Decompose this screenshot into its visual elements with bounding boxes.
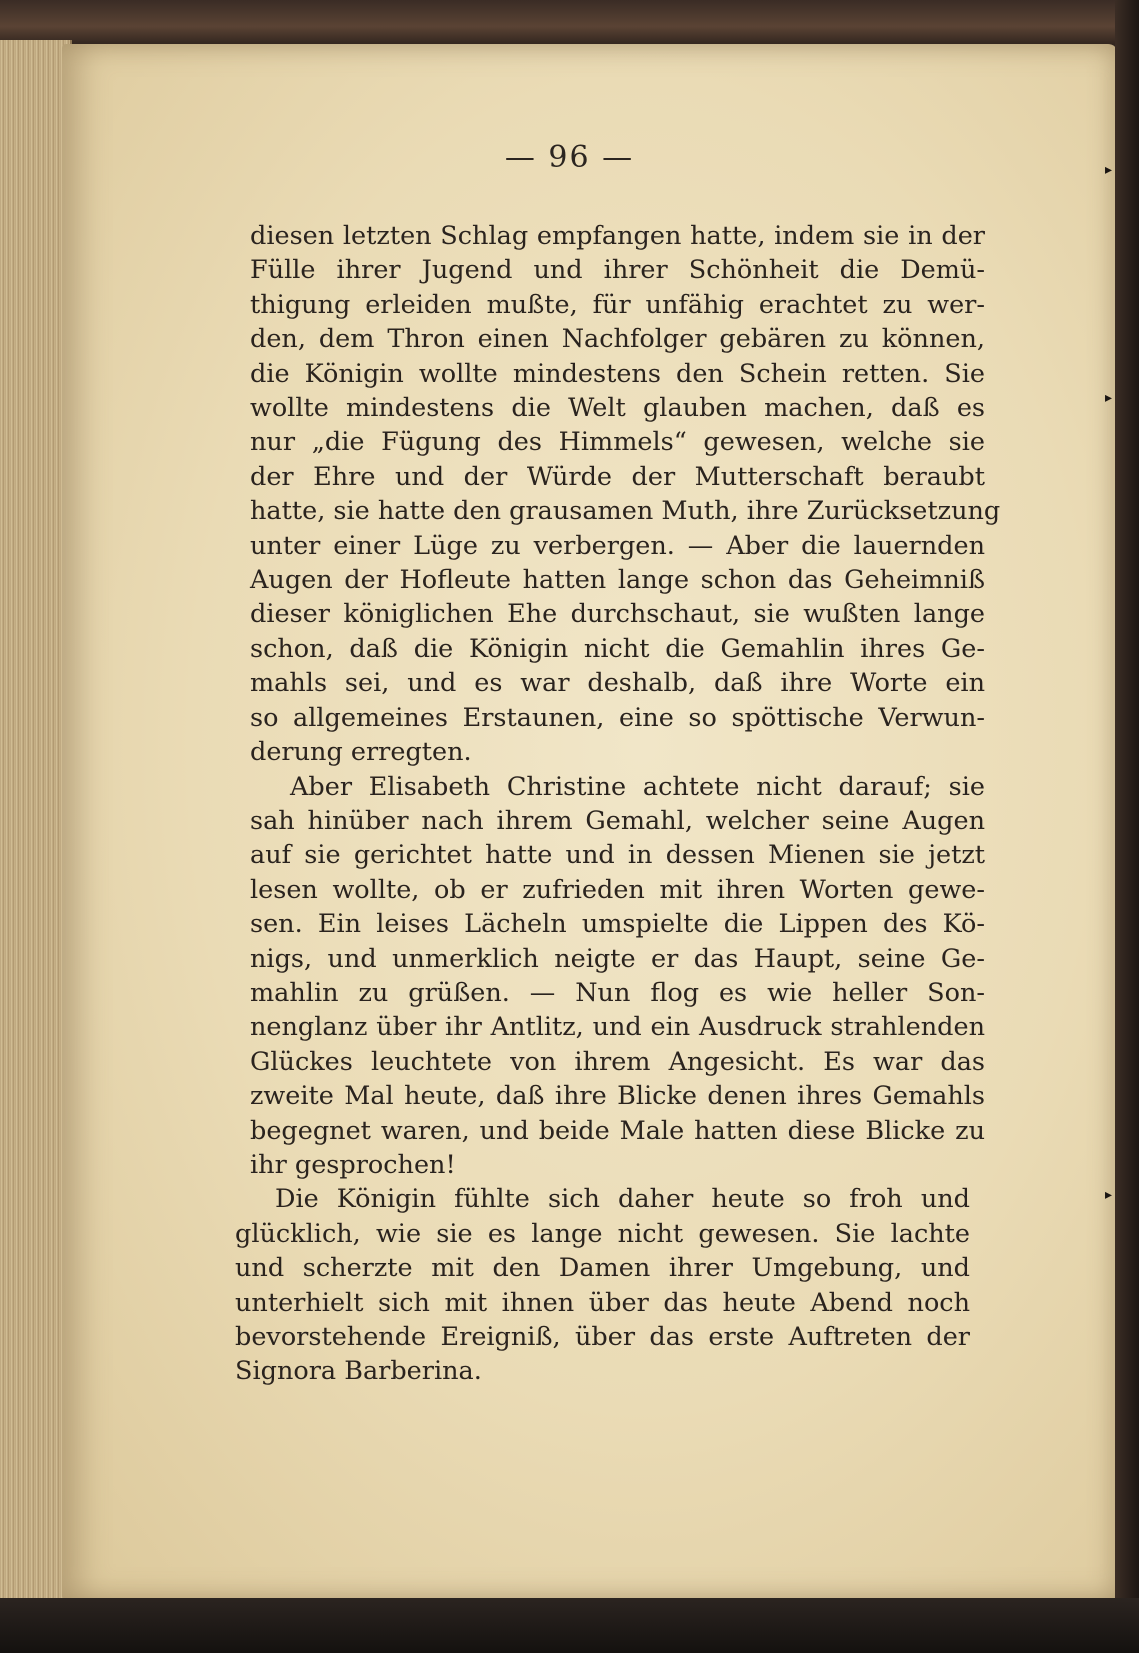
text-line: der Ehre und der Würde der Mutterschaft beraubt [250, 461, 985, 492]
text-line: den, dem Thron einen Nachfolger gebären zu können, [250, 324, 985, 355]
page-body [235, 219, 1010, 1389]
book-cover-top [0, 0, 1139, 48]
paragraph-2 [250, 770, 1010, 1183]
edge-mark-icon: ▸ [1105, 390, 1113, 406]
text-line: Fülle ihrer Jugend und ihrer Schönheit die Demü- [250, 255, 985, 286]
paragraph-1 [250, 219, 1010, 770]
text-line: sah hinüber nach ihrem Gemahl, welcher seine Augen [250, 805, 985, 836]
text-line: so allgemeines Erstaunen, eine so spöttische Verwun- [250, 702, 985, 733]
text-line: dieser königlichen Ehe durchschaut, sie wußten lange [250, 599, 985, 630]
book-cover-right [1115, 0, 1139, 1653]
text-line: die Königin wollte mindestens den Schein retten. Sie [250, 358, 985, 389]
text-line: thigung erleiden mußte, für unfähig erachtet zu wer- [250, 289, 985, 320]
text-line: nenglanz über ihr Antlitz, und ein Ausdruck strahlenden [250, 1012, 985, 1043]
text-line: diesen letzten Schlag empfangen hatte, indem sie in der [250, 221, 985, 251]
text-line: mahls sei, und es war deshalb, daß ihre Worte ein [250, 668, 985, 699]
paragraph-3 [235, 1182, 1010, 1388]
edge-mark-icon: ▸ [1105, 162, 1113, 178]
text-line: Glückes leuchtete von ihrem Angesicht. Es war das [250, 1046, 985, 1077]
text-line: lesen wollte, ob er zufrieden mit ihren Worten gewe- [250, 874, 985, 905]
text-line: zweite Mal heute, daß ihre Blicke denen ihres Gemahls [250, 1081, 985, 1112]
text-line: begegnet waren, und beide Male hatten diese Blicke zu [250, 1115, 985, 1146]
text-line: Augen der Hofleute hatten lange schon das Geheimniß [250, 565, 985, 596]
text-line: nur „die Fügung des Himmels“ gewesen, welche sie [250, 427, 985, 458]
text-line: ihr gesprochen! [250, 1149, 456, 1180]
text-line: sen. Ein leises Lächeln umspielte die Lippen des Kö- [250, 909, 985, 940]
text-line: unterhielt sich mit ihnen über das heute Abend noch [235, 1287, 970, 1318]
page-number-header: — 96 — [504, 140, 635, 175]
text-line: derung erregten. [250, 737, 472, 768]
text-line: bevorstehende Ereigniß, über das erste Auftreten der [235, 1322, 970, 1352]
text-line: mahlin zu grüßen. — Nun flog es wie heller Son- [250, 977, 985, 1008]
text-line: Signora Barberina. [235, 1356, 482, 1387]
text-line: Aber Elisabeth Christine achtete nicht darauf; sie [290, 771, 985, 802]
book-cover-bottom [0, 1598, 1139, 1653]
text-line: unter einer Lüge zu verbergen. — Aber die lauernden [250, 530, 985, 561]
text-line: und scherzte mit den Damen ihrer Umgebung, und [235, 1253, 970, 1284]
text-line: glücklich, wie sie es lange nicht gewesen. Sie lachte [235, 1218, 970, 1249]
text-line: nigs, und unmerklich neigte er das Haupt, seine Ge- [250, 943, 985, 974]
text-line: wollte mindestens die Welt glauben machen, daß es [250, 393, 985, 424]
edge-mark-icon: ▸ [1105, 1187, 1113, 1203]
text-line: auf sie gerichtet hatte und in dessen Mienen sie jetzt [250, 840, 985, 871]
text-line: Die Königin fühlte sich daher heute so froh und [275, 1184, 970, 1215]
text-line: hatte, sie hatte den grausamen Muth, ihre Zurücksetzung [250, 496, 1001, 527]
text-line: schon, daß die Königin nicht die Gemahlin ihres Ge- [250, 633, 985, 664]
